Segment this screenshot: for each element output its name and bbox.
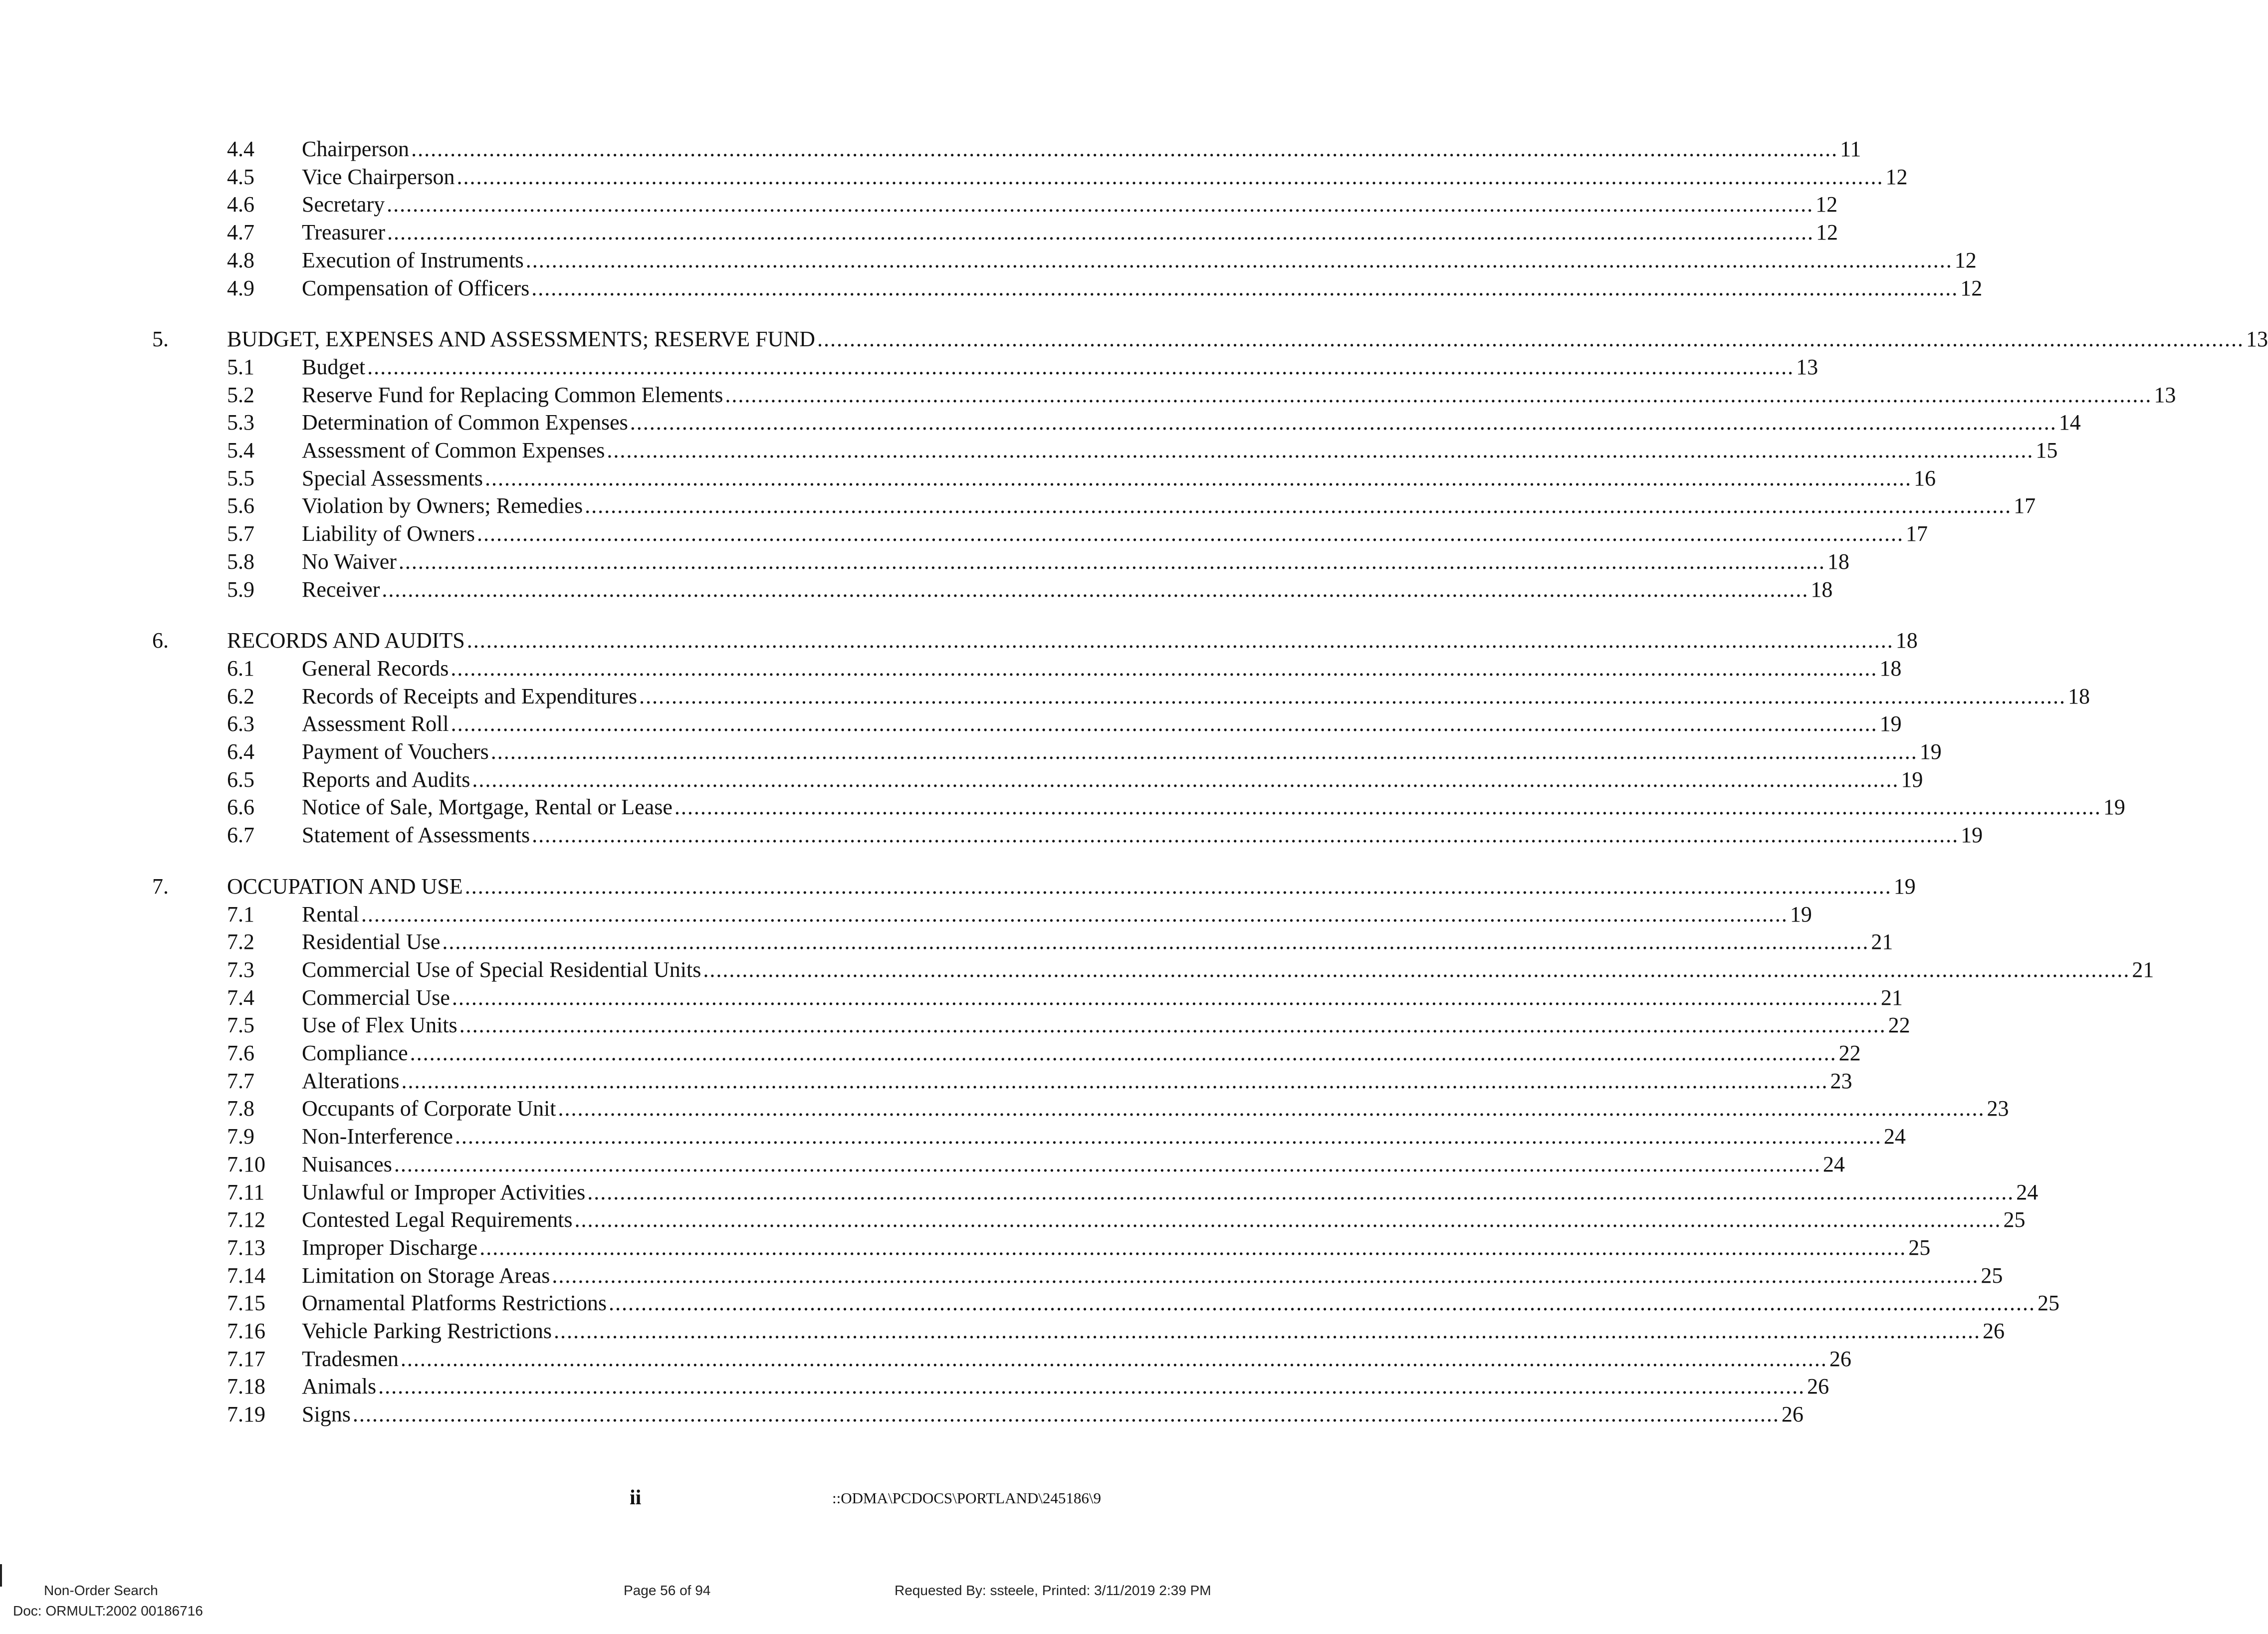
toc-entry-number: 5.5	[227, 466, 254, 490]
toc-page-number: 25	[2038, 1291, 2059, 1316]
toc-entry-number: 7.	[152, 874, 169, 899]
toc-entry-number: 7.7	[227, 1068, 254, 1093]
toc-entry	[302, 163, 1908, 191]
toc-page-number: 12	[1815, 192, 1838, 217]
toc-entry-number: 7.4	[227, 985, 254, 1010]
toc-page-number: 19	[1901, 767, 1923, 792]
toc-page-number: 25	[1908, 1235, 1931, 1260]
toc-page-number: 19	[2103, 795, 2125, 820]
dot-leader: ............................................................................................................................................................................................................................	[410, 1041, 1837, 1065]
toc-entry-title: Vice Chairperson	[302, 164, 455, 189]
toc-entry	[302, 576, 1833, 604]
toc-entry-title: Compensation of Officers	[302, 275, 530, 300]
toc-entry	[302, 219, 1838, 246]
dot-leader: ............................................................................................................................................................................................................................	[479, 1235, 1907, 1260]
toc-item-row	[0, 1123, 1906, 1151]
toc-item-row	[0, 191, 1838, 219]
toc-entry	[302, 1095, 2009, 1123]
toc-item-row	[0, 710, 1902, 738]
scan-edge-mark	[0, 1564, 2, 1587]
toc-page-number: 24	[1883, 1124, 1906, 1149]
toc-entry	[302, 1011, 1910, 1039]
toc-entry-number: 6.5	[227, 767, 254, 792]
toc-entry	[302, 548, 1849, 576]
toc-item-row	[0, 135, 1861, 163]
dot-leader: ............................................................................................................................................................................................................................	[466, 628, 1894, 653]
toc-entry-title: Residential Use	[302, 930, 441, 954]
toc-item-row	[0, 928, 1893, 956]
toc-page-number: 17	[1906, 521, 1928, 546]
toc-entry	[302, 381, 2176, 409]
toc-entry-title: Alterations	[302, 1068, 400, 1093]
toc-page-number: 12	[1960, 275, 1983, 300]
dot-leader: ............................................................................................................................................................................................................................	[674, 795, 2101, 820]
dot-leader: ............................................................................................................................................................................................................................	[725, 382, 2152, 407]
toc-entry-number: 4.9	[227, 275, 254, 300]
toc-entry	[227, 627, 1918, 655]
toc-entry-title: Execution of Instruments	[302, 247, 524, 272]
toc-entry-number: 6.2	[227, 684, 254, 708]
toc-page-number: 12	[1954, 247, 1977, 272]
toc-entry-number: 7.13	[227, 1235, 265, 1260]
toc-entry-number: 7.6	[227, 1041, 254, 1065]
toc-entry-number: 6.	[152, 628, 169, 653]
toc-entry-number: 7.15	[227, 1291, 265, 1316]
toc-page-number: 26	[1829, 1346, 1851, 1371]
dot-leader: ............................................................................................................................................................................................................................	[558, 1096, 1985, 1121]
toc-entry	[302, 655, 1902, 683]
toc-entry-number: 4.7	[227, 220, 254, 245]
toc-entry	[302, 274, 1983, 302]
dot-leader: ............................................................................................................................................................................................................................	[456, 164, 1884, 189]
dot-leader: ............................................................................................................................................................................................................................	[532, 823, 1959, 848]
toc-entry	[302, 984, 1903, 1012]
toc-item-row	[0, 548, 1849, 576]
toc-item-row	[0, 1011, 1910, 1039]
toc-entry-number: 5.8	[227, 549, 254, 574]
toc-entry-number: 7.17	[227, 1346, 265, 1371]
page-folio: ii	[630, 1486, 642, 1509]
dot-leader: ............................................................................................................................................................................................................................	[451, 711, 1878, 736]
toc-item-row	[0, 1206, 2026, 1234]
toc-entry-title: Reserve Fund for Replacing Common Elements	[302, 382, 723, 407]
toc-page-number: 13	[1796, 354, 1818, 379]
toc-entry	[302, 1123, 1906, 1151]
toc-item-row	[0, 821, 1983, 849]
toc-page-number: 25	[1981, 1263, 2003, 1288]
dot-leader: ............................................................................................................................................................................................................................	[484, 466, 1912, 490]
toc-entry	[302, 1289, 2059, 1317]
toc-item-row	[0, 984, 1903, 1012]
toc-entry-title: Determination of Common Expenses	[302, 410, 628, 435]
toc-page-number: 18	[1827, 549, 1849, 574]
toc-item-row	[0, 738, 1942, 766]
dot-leader: ............................................................................................................................................................................................................................	[639, 684, 2066, 708]
toc-entry	[302, 1067, 1852, 1095]
toc-entry	[302, 1206, 2026, 1234]
dot-leader: ............................................................................................................................................................................................................................	[459, 1013, 1886, 1038]
toc-entry	[227, 873, 1916, 901]
toc-entry-number: 7.5	[227, 1013, 254, 1038]
toc-page-number: 26	[1983, 1319, 2005, 1343]
toc-entry-number: 7.10	[227, 1152, 265, 1176]
toc-entry-title: Limitation on Storage Areas	[302, 1263, 550, 1288]
toc-entry-number: 7.18	[227, 1374, 265, 1399]
toc-entry	[302, 191, 1838, 219]
toc-entry	[302, 766, 1923, 794]
toc-entry-title: Commercial Use	[302, 985, 450, 1010]
toc-page-number: 21	[1880, 985, 1903, 1010]
toc-entry	[302, 520, 1928, 548]
toc-entry-title: Use of Flex Units	[302, 1013, 457, 1038]
toc-entry	[302, 437, 2058, 465]
toc-entry-title: Records of Receipts and Expenditures	[302, 684, 638, 708]
toc-page-number: 18	[1811, 577, 1833, 602]
toc-entry-title: Notice of Sale, Mortgage, Rental or Lease	[302, 795, 673, 820]
toc-page-number: 22	[1838, 1041, 1861, 1065]
toc-entry-number: 6.3	[227, 711, 254, 736]
toc-entry	[302, 1178, 2039, 1206]
dot-leader: ............................................................................................................................................................................................................................	[585, 493, 2012, 518]
dot-leader: ............................................................................................................................................................................................................................	[477, 521, 1904, 546]
toc-page-number: 18	[1895, 628, 1918, 653]
toc-entry-number: 7.3	[227, 957, 254, 982]
toc-page-number: 19	[1919, 739, 1942, 764]
toc-item-row	[0, 1373, 1829, 1401]
toc-entry-title: Reports and Audits	[302, 767, 470, 792]
toc-section-row	[0, 325, 2268, 353]
toc-entry-title: Secretary	[302, 192, 385, 217]
dot-leader: ............................................................................................................................................................................................................................	[367, 354, 1795, 379]
toc-item-row	[0, 1178, 2039, 1206]
toc-item-row	[0, 381, 2176, 409]
toc-page-number: 13	[2246, 327, 2268, 352]
dot-leader: ............................................................................................................................................................................................................................	[552, 1263, 1979, 1288]
toc-page-number: 14	[2058, 410, 2081, 435]
dot-leader: ............................................................................................................................................................................................................................	[703, 957, 2130, 982]
dot-leader: ............................................................................................................................................................................................................................	[382, 577, 1809, 602]
toc-entry	[227, 325, 2268, 353]
requested-by-label: Requested By: ssteele, Printed: 3/11/2019 2:39 PM	[895, 1583, 1211, 1598]
dot-leader: ............................................................................................................................................................................................................................	[400, 1346, 1827, 1371]
toc-item-row	[0, 1262, 2003, 1290]
toc-entry-title: Unlawful or Improper Activities	[302, 1179, 586, 1204]
dot-leader: ............................................................................................................................................................................................................................	[387, 192, 1814, 217]
toc-page-number: 19	[1879, 711, 1902, 736]
toc-item-row	[0, 1289, 2059, 1317]
toc-entry-number: 7.8	[227, 1096, 254, 1121]
toc-entry	[302, 1151, 1845, 1178]
toc-page-number: 13	[2154, 382, 2176, 407]
toc-entry	[302, 135, 1861, 163]
toc-entry-number: 4.5	[227, 164, 254, 189]
dot-leader: ............................................................................................................................................................................................................................	[574, 1207, 2002, 1232]
toc-entry	[302, 710, 1902, 738]
toc-item-row	[0, 492, 2036, 520]
toc-entry	[302, 1234, 1931, 1262]
toc-entry-number: 5.2	[227, 382, 254, 407]
toc-entry-number: 7.12	[227, 1207, 265, 1232]
search-type-label: Non-Order Search	[44, 1583, 158, 1598]
toc-page-number: 26	[1807, 1374, 1829, 1399]
dot-leader: ............................................................................................................................................................................................................................	[490, 739, 1918, 764]
toc-entry-title: Signs	[302, 1402, 351, 1427]
toc-entry	[302, 465, 1936, 492]
toc-entry-number: 5.9	[227, 577, 254, 602]
dot-leader: ............................................................................................................................................................................................................................	[394, 1152, 1821, 1176]
document-path: ::ODMA\PCDOCS\PORTLAND\245186\9	[832, 1489, 1101, 1507]
dot-leader: ............................................................................................................................................................................................................................	[472, 767, 1899, 792]
toc-entry-title: Assessment of Common Expenses	[302, 438, 605, 463]
dot-leader: ............................................................................................................................................................................................................................	[554, 1319, 1981, 1343]
toc-item-row	[0, 520, 1928, 548]
toc-entry-title: Nuisances	[302, 1152, 392, 1176]
toc-entry-title: Occupants of Corporate Unit	[302, 1096, 556, 1121]
toc-entry-title: Statement of Assessments	[302, 823, 530, 848]
dot-leader: ............................................................................................................................................................................................................................	[352, 1402, 1780, 1427]
toc-entry-title: Payment of Vouchers	[302, 739, 489, 764]
toc-item-row	[0, 1317, 2005, 1345]
toc-entry	[302, 353, 1818, 381]
dot-leader: ............................................................................................................................................................................................................................	[607, 438, 2034, 463]
toc-entry-number: 5.7	[227, 521, 254, 546]
toc-entry	[302, 1317, 2005, 1345]
toc-entry-title: Chairperson	[302, 137, 410, 161]
dot-leader: ............................................................................................................................................................................................................................	[401, 1068, 1828, 1093]
toc-page-number: 23	[1987, 1096, 2009, 1121]
toc-entry-number: 5.	[152, 327, 169, 352]
dot-leader: ............................................................................................................................................................................................................................	[361, 902, 1788, 927]
document-id-label: Doc: ORMULT:2002 00186716	[13, 1603, 203, 1619]
toc-entry	[302, 1401, 1804, 1428]
toc-page-number: 22	[1888, 1013, 1910, 1038]
toc-entry-number: 4.6	[227, 192, 254, 217]
toc-page-number: 25	[2003, 1207, 2026, 1232]
toc-item-row	[0, 246, 1977, 274]
toc-entry	[302, 1262, 2003, 1290]
toc-section-row	[0, 627, 1918, 655]
toc-entry-number: 6.1	[227, 656, 254, 681]
toc-entry-title: RECORDS AND AUDITS	[227, 628, 465, 653]
dot-leader: ............................................................................................................................................................................................................................	[398, 549, 1825, 574]
toc-entry-title: Special Assessments	[302, 466, 483, 490]
toc-page-number: 21	[2132, 957, 2154, 982]
toc-entry-number: 6.7	[227, 823, 254, 848]
toc-entry-number: 5.4	[227, 438, 254, 463]
toc-entry-title: Improper Discharge	[302, 1235, 478, 1260]
toc-item-row	[0, 655, 1902, 683]
toc-page-number: 12	[1885, 164, 1908, 189]
toc-entry-title: Receiver	[302, 577, 380, 602]
toc-entry-title: Assessment Roll	[302, 711, 449, 736]
toc-entry-title: Compliance	[302, 1041, 408, 1065]
toc-entry-number: 7.9	[227, 1124, 254, 1149]
toc-entry-title: Non-Interference	[302, 1124, 453, 1149]
toc-item-row	[0, 465, 1936, 492]
toc-entry	[302, 738, 1942, 766]
toc-section-row	[0, 873, 1916, 901]
toc-entry-number: 6.4	[227, 739, 254, 764]
toc-entry-number: 5.3	[227, 410, 254, 435]
toc-entry	[302, 793, 2125, 821]
toc-item-row	[0, 1345, 1851, 1373]
toc-entry	[302, 246, 1977, 274]
toc-item-row	[0, 274, 1983, 302]
dot-leader: ............................................................................................................................................................................................................................	[525, 247, 1953, 272]
toc-entry	[302, 1373, 1829, 1401]
toc-entry-number: 4.4	[227, 137, 254, 161]
toc-entry	[302, 492, 2036, 520]
toc-page-number: 12	[1816, 220, 1838, 245]
toc-entry-title: Budget	[302, 354, 366, 379]
dot-leader: ............................................................................................................................................................................................................................	[609, 1291, 2036, 1316]
toc-page-number: 24	[2016, 1179, 2039, 1204]
toc-item-row	[0, 683, 2090, 710]
toc-entry-title: Commercial Use of Special Residential Units	[302, 957, 701, 982]
toc-page-number: 23	[1830, 1068, 1852, 1093]
dot-leader: ............................................................................................................................................................................................................................	[378, 1374, 1806, 1399]
toc-item-row	[0, 437, 2058, 465]
toc-item-row	[0, 163, 1908, 191]
toc-entry-number: 5.6	[227, 493, 254, 518]
toc-entry-number: 5.1	[227, 354, 254, 379]
toc-entry-title: Ornamental Platforms Restrictions	[302, 1291, 607, 1316]
toc-entry	[302, 901, 1812, 929]
dot-leader: ............................................................................................................................................................................................................................	[452, 985, 1879, 1010]
toc-item-row	[0, 1067, 1852, 1095]
toc-item-row	[0, 1039, 1861, 1067]
toc-entry-number: 7.19	[227, 1402, 265, 1427]
toc-entry	[302, 683, 2090, 710]
dot-leader: ............................................................................................................................................................................................................................	[630, 410, 2057, 435]
page-count-label: Page 56 of 94	[624, 1583, 711, 1598]
dot-leader: ............................................................................................................................................................................................................................	[817, 327, 2244, 352]
toc-item-row	[0, 956, 2154, 984]
toc-item-row	[0, 219, 1838, 246]
toc-page-number: 24	[1822, 1152, 1845, 1176]
toc-item-row	[0, 353, 1818, 381]
toc-page-number: 19	[1893, 874, 1916, 899]
toc-entry-title: Liability of Owners	[302, 521, 475, 546]
toc-item-row	[0, 793, 2125, 821]
toc-page-number: 18	[2068, 684, 2090, 708]
toc-entry-number: 6.6	[227, 795, 254, 820]
dot-leader: ............................................................................................................................................................................................................................	[464, 874, 1892, 899]
toc-page-number: 16	[1913, 466, 1936, 490]
dot-leader: ............................................................................................................................................................................................................................	[587, 1179, 2015, 1204]
toc-item-row	[0, 1234, 1931, 1262]
toc-page-number: 21	[1871, 930, 1893, 954]
toc-entry	[302, 409, 2081, 437]
toc-entry	[302, 821, 1983, 849]
toc-entry-title: General Records	[302, 656, 449, 681]
toc-entry-title: Contested Legal Requirements	[302, 1207, 573, 1232]
toc-page-number: 17	[2014, 493, 2036, 518]
toc-item-row	[0, 766, 1923, 794]
toc-entry-title: Animals	[302, 1374, 377, 1399]
toc-entry-title: OCCUPATION AND USE	[227, 874, 463, 899]
toc-entry	[302, 956, 2154, 984]
toc-item-row	[0, 901, 1812, 929]
toc-page-number: 18	[1879, 656, 1902, 681]
toc-page-number: 19	[1790, 902, 1812, 927]
toc-entry-title: Violation by Owners; Remedies	[302, 493, 583, 518]
toc-entry	[302, 1039, 1861, 1067]
toc-entry-title: Vehicle Parking Restrictions	[302, 1319, 552, 1343]
toc-entry	[302, 928, 1893, 956]
toc-entry-number: 7.16	[227, 1319, 265, 1343]
dot-leader: ............................................................................................................................................................................................................................	[531, 275, 1959, 300]
toc-entry-title: Rental	[302, 902, 359, 927]
toc-entry-number: 7.14	[227, 1263, 265, 1288]
toc-entry-number: 7.2	[227, 930, 254, 954]
toc-page-number: 11	[1840, 137, 1861, 161]
toc-entry-number: 7.1	[227, 902, 254, 927]
toc-entry-number: 7.11	[227, 1179, 265, 1204]
toc-item-row	[0, 1095, 2009, 1123]
toc-page-number: 15	[2036, 438, 2058, 463]
dot-leader: ............................................................................................................................................................................................................................	[442, 930, 1869, 954]
toc-entry-title: Treasurer	[302, 220, 385, 245]
toc-item-row	[0, 576, 1833, 604]
toc-item-row	[0, 1151, 1845, 1178]
toc-entry	[302, 1345, 1851, 1373]
toc-entry-number: 4.8	[227, 247, 254, 272]
toc-page-number: 26	[1781, 1402, 1804, 1427]
toc-item-row	[0, 409, 2081, 437]
dot-leader: ............................................................................................................................................................................................................................	[454, 1124, 1882, 1149]
toc-item-row	[0, 1401, 1804, 1428]
toc-entry-title: No Waiver	[302, 549, 397, 574]
toc-page-number: 19	[1961, 823, 1983, 848]
dot-leader: ............................................................................................................................................................................................................................	[411, 137, 1838, 161]
toc-entry-title: Tradesmen	[302, 1346, 399, 1371]
dot-leader: ............................................................................................................................................................................................................................	[387, 220, 1814, 245]
toc-entry-title: BUDGET, EXPENSES AND ASSESSMENTS; RESERVE FUND	[227, 327, 815, 352]
dot-leader: ............................................................................................................................................................................................................................	[451, 656, 1878, 681]
